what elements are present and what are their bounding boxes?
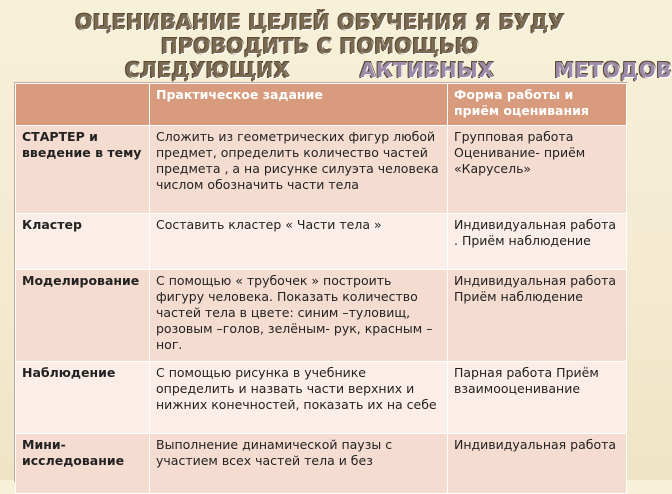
task-cell: Составить кластер « Части тела » <box>150 214 448 270</box>
form-cell: Индивидуальная работа Приём наблюдение <box>448 270 627 362</box>
table-row <box>16 270 627 362</box>
task-cell: С помощью « трубочек » построить фигуру человека. Показать количество частей тела в цвете: синим –туловищ, розовым –голов, зелёным- рук, красным –ног. <box>150 270 448 362</box>
title-word-following: СЛЕДУЮЩИХ <box>125 58 290 82</box>
stage-cell: СТАРТЕР и введение в тему <box>16 126 150 214</box>
form-cell: Индивидуальная работа . Приём наблюдение <box>448 214 627 270</box>
stage-cell: Моделирование <box>16 270 150 362</box>
title-line1: ОЦЕНИВАНИЕ ЦЕЛЕЙ ОБУЧЕНИЯ Я БУДУ ПРОВОДИТЬ С ПОМОЩЬЮ <box>75 10 565 58</box>
form-cell: Групповая работа Оценивание- приём «Карусель» <box>448 126 627 214</box>
task-cell: С помощью рисунка в учебнике определить и назвать части верхних и нижних конечностей, показать их на себе <box>150 362 448 434</box>
stage-cell: Кластер <box>16 214 150 270</box>
table-row <box>16 214 627 270</box>
methods-table-container <box>14 82 627 482</box>
title-word-active: АКТИВНЫХ <box>359 58 495 82</box>
stage-cell: Мини-исследование <box>16 434 150 494</box>
table-header-task: Практическое задание <box>150 84 448 126</box>
title-word-methods: МЕТОДОВ <box>554 58 672 82</box>
table-row <box>16 362 627 434</box>
task-cell: Сложить из геометрических фигур любой предмет, определить количество частей предмета , а на рисунке силуэта человека числом обозначить части тела <box>150 126 448 214</box>
table-header-form: Форма работы и приём оценивания <box>448 84 627 126</box>
table-header-row <box>16 84 627 126</box>
form-cell: Индивидуальная работа <box>448 434 627 494</box>
form-cell: Парная работа Приём взаимооценивание <box>448 362 627 434</box>
table-row <box>16 434 627 494</box>
task-cell: Выполнение динамической паузы с участием всех частей тела и без <box>150 434 448 494</box>
table-row <box>16 126 627 214</box>
stage-cell: Наблюдение <box>16 362 150 434</box>
table-header-corner <box>16 84 150 126</box>
methods-table <box>15 83 627 494</box>
